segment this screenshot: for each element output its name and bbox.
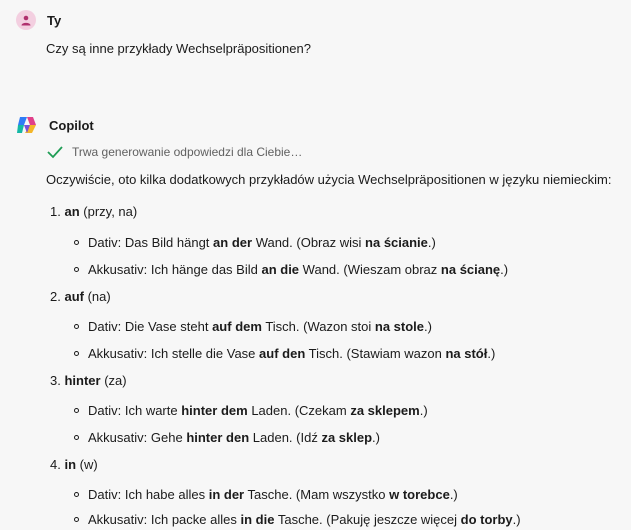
user-message-text: Czy są inne przykłady Wechselpräpositionen? (46, 41, 311, 56)
example-dativ: Dativ: Ich habe alles in der Tasche. (Mam wszystko w torebce.) (74, 487, 458, 502)
example-dativ: Dativ: Ich warte hinter dem Laden. (Czekam za sklepem.) (74, 403, 428, 418)
bullet-icon (74, 324, 79, 329)
copilot-message-header (16, 114, 94, 136)
example-akkusativ: Akkusativ: Ich stelle die Vase auf den Tisch. (Stawiam wazon na stół.) (74, 346, 495, 361)
example-akkusativ: Akkusativ: Ich hänge das Bild an die Wand. (Wieszam obraz na ścianę.) (74, 262, 508, 277)
bullet-icon (74, 240, 79, 245)
copilot-logo-icon (16, 114, 38, 136)
list-item: 3. hinter (za) (50, 373, 127, 388)
list-item: 4. in (w) (50, 457, 98, 472)
response-intro: Oczywiście, oto kilka dodatkowych przykładów użycia Wechselpräpositionen w języku niemieckim: (46, 172, 612, 187)
bullet-icon (74, 435, 79, 440)
bullet-icon (74, 351, 79, 356)
bullet-icon (74, 517, 79, 522)
bullet-icon (74, 408, 79, 413)
example-akkusativ: Akkusativ: Ich packe alles in die Tasche. (Pakuję jeszcze więcej do torby.) (74, 512, 521, 527)
generation-status (46, 145, 302, 159)
bullet-icon (74, 492, 79, 497)
example-akkusativ: Akkusativ: Gehe hinter den Laden. (Idź za sklep.) (74, 430, 380, 445)
example-dativ: Dativ: Das Bild hängt an der Wand. (Obraz wisi na ścianie.) (74, 235, 436, 250)
user-message-header (16, 10, 61, 30)
preposition: hinter (64, 373, 101, 388)
status-text: Trwa generowanie odpowiedzi dla Ciebie… (72, 145, 303, 159)
preposition: in (64, 457, 77, 472)
user-avatar-icon (16, 10, 36, 30)
list-item: 2. auf (na) (50, 289, 111, 304)
example-dativ: Dativ: Die Vase steht auf dem Tisch. (Wazon stoi na stole.) (74, 319, 432, 334)
list-item: 1. an (przy, na) (50, 204, 138, 219)
bullet-icon (74, 267, 79, 272)
preposition: an (64, 204, 80, 219)
preposition: auf (64, 289, 84, 304)
user-name: Ty (47, 12, 62, 28)
copilot-name: Copilot (49, 117, 94, 133)
checkmark-icon (46, 145, 64, 159)
